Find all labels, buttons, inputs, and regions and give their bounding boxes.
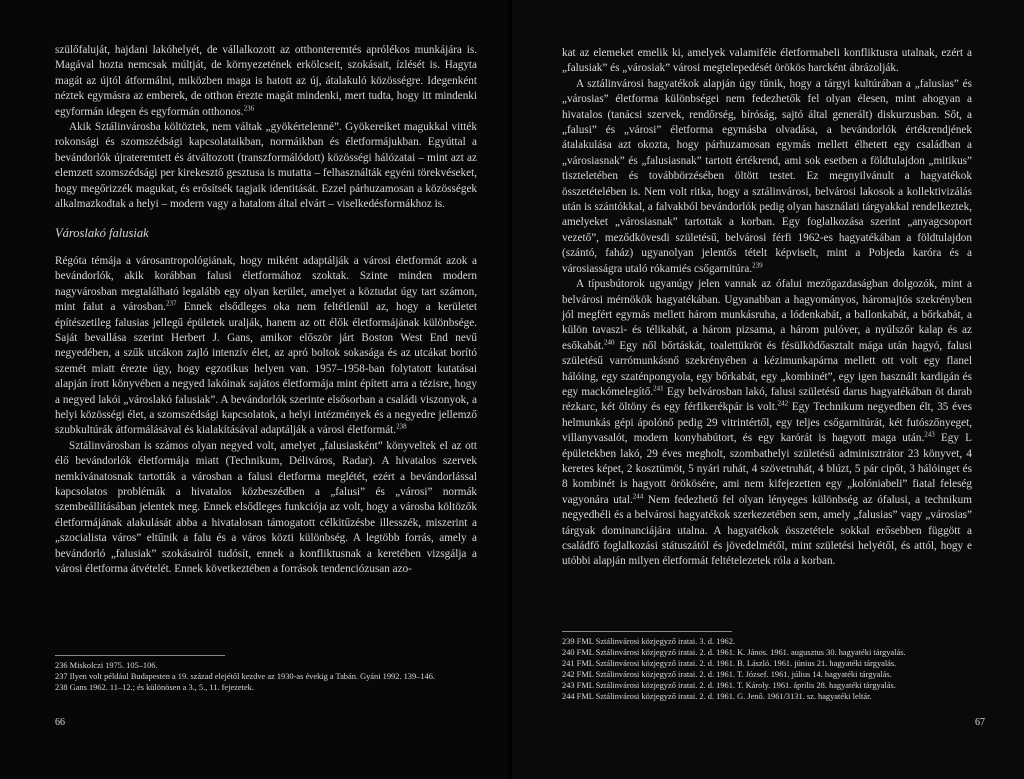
section-title: Városlakó falusiak [55, 226, 149, 241]
paragraph: Akik Sztálinvárosba költöztek, nem váltak „gyökértelenné”. Gyökereiket magukkal vitték rokonsági és szomszédsági kapcsolataikban, normáikban és életformájukban. Egyúttal a bevándorlók újrateremtett és átváltozott (transzformálódott) közösségi hálózatai – mint azt az elemzett szomszédsági per kirekesztő gesztusa is mutatta – felhasználták egyéni törekvéseket, hogy megőrizzék magukat, és erősítsék tagjaik identitását. Ezzel párhuzamosan a közösségek alkalmazkodtak a helyi – modern vagy a hatalom által elvárt – viselkedésformákhoz is. [55, 121, 477, 211]
footnote-ref[interactable]: 237 [165, 299, 177, 308]
footnote: 241 FML Sztálinvárosi közjegyző iratai. 2. d. 1961. B. László. 1961. június 21. hagyatéki tárgyalás. [562, 659, 897, 668]
paragraph: kat az elemeket emelik ki, amelyek valamiféle életformabeli konfliktusra utalnak, ezért a „falusiak” és „városiak” városi megtelepedését örökös harcként ábrázolják. [562, 47, 972, 75]
footnote: 237 Ilyen volt például Budapesten a 19. század elejétől kezdve az 1930-as évekig a Tabán. Gyáni 1992. 139–146. [55, 672, 435, 681]
right-body-text [562, 46, 972, 570]
footnote: 240 FML Sztálinvárosi közjegyző iratai. 2. d. 1961. K. János. 1961. augusztus 30. hagyatéki tárgyalás. [562, 648, 906, 657]
footnote: 244 FML Sztálinvárosi közjegyző iratai. 2. d. 1961. G. Jenő. 1961/3131. sz. hagyatéki leltár. [562, 692, 872, 701]
right-footnotes [562, 631, 972, 702]
footnote-ref[interactable]: 240 [603, 337, 615, 346]
footnote: 239 FML Sztálinvárosi közjegyző iratai. 3. d. 1962. [562, 637, 735, 646]
left-body-text [55, 43, 477, 577]
page-number: 67 [975, 717, 985, 728]
footnote: 242 FML Sztálinvárosi közjegyző iratai. 2. d. 1961. T. József. 1961. július 14. hagyatéki tárgyalás. [562, 670, 892, 679]
footnote-ref[interactable]: 241 [653, 384, 664, 393]
paragraph: Régóta témája a városantropológiának, hogy miként adaptálják a városi életformát azok a bevándorlók, akik korábban falusi életformához szoktak. Szinte minden modern nagyvárosban megtalálható legalább egy olyan kerület, amelyet a köztudat úgy tart számon, mint falut a városban.$^{237}$ Ennek elsődleges oka nem feltétlenül az, hogy a kerületet építészetileg falusias jellegű épületek uralják, hanem az ott élők életformájának különbsége. Saját bevallása szerint Herbert J. Gans, amikor először járt Boston West End nevű negyedében, a szűk utcákon zajló intenzív élet, az apró boltok sokasága és az utcákat borító szemét miatt érezte úgy, hogy egzotikus helyen van. 1957–1958-ban folytatott kutatásai alapján írott könyvében a negyed lakóinak sajátos életformája mint épített arra a tézisre, hogy a negyed lakói „városlakó falusiak”. A bevándorlók szerinte elsősorban a családi viszonyok, a helyi közösségi élet, a szomszédsági kapcsolatok, a helyi intézmények és a negyedre jellemző szubkultúrák átformálásával és kialakításával adaptálják a városi életformát.$^{238}$ [55, 254, 477, 437]
footnote: 243 FML Sztálinvárosi közjegyző iratai. 2. d. 1961. T. Károly. 1961. április 28. hagyatéki tárgyalás. [562, 681, 896, 690]
paragraph: Sztálinvárosban is számos olyan negyed volt, amelyet „falusiasként” könyveltek el az ott élő bevándorlók életformája miatt (Technikum, Déliváros, Radar). A hivatalos szervek nemkívánatosnak tartották a városban a falusi életforma meglétét, ezért a bevándorlással kapcsolatos problémák a hivatalos közbeszédben a „falusi” és „városi” normák szembeállításában jelentek meg. Ennek elsődleges funkciója az volt, hogy a városba költözők életformájának alakulását abba a hivatalosan támogatott célkitűzésbe illesszék, miszerint a „szocialista város” eltűnik a falu és a város közti különbség. A legtöbb forrás, amely a bevándorló „falusiak” szokásairól tudósít, ennek a konfliktusnak a keretében vizsgálja a városi életforma átvételét. Ennek következtében a források tendenciózusan azo- [55, 439, 477, 575]
footnote-ref[interactable]: 239 [752, 260, 763, 269]
footnote-ref[interactable]: 242 [777, 399, 789, 408]
paragraph: A típusbútorok ugyanúgy jelen vannak az ófalui mezőgazdaságban dolgozók, mint a belvárosi mérnökök hagyatékában. Ugyanabban a hagyományos, háromajtós szekrényben jól megfért egymás mellett három munkásruha, a lódenkabát, a ballonkabát, a bőrkabát, a külön tavaszi- és télikabát, a három pizsama, a három pulóver, a nyúlszőr kalap és az esőkabát.$^{240}$ Egy nől bőrtáskát, toalettükröt és fésülködőasztalt mága után hagyó, falusi születésű varrómunkásnő szekrényében a kézimunkapárna mellett ott volt egy flanel hálóing, egy szaténpongyola, egy bőrkabát, egy „kombinét”, egy igen használt kardigán és egy mackómelegítő.$^{241}$ Egy belvárosban lakó, falusi születésű darus hagyatékában öt darab rézkarc, két öltöny és egy férfikerékpár is volt.$^{242}$ Egy Technikum negyedben élt, 35 éves helmunkás gépi ápolónő pedig 29 vitrintértől, egy teljes csőgarnitúrát, két futószőnyeget, villanyvasalót, modern konyhabútort, és egy karórát is hagyott maga után.$^{243}$ Egy L épületekben lakó, 29 éves megholt, szombathelyi születésű adminisztrátor 23 könyvet, 4 keretes képet, 2 kosztümöt, 5 nyári ruhát, 4 szövetruhát, 4 blúzt, 5 pár cipőt, 3 hálóinget és 8 kombinét is hagyott örökösére, ami nem kifejezetten egy „kolóniabeli” fiatal feleség vagyonára utal.$^{244}$ Nem fedezhető fel olyan lényeges különbség az ófalusi, a technikum negyedbéli és a belvárosi hagyatékok szerkezetében sem, amely „falusias” vagy „városias” tárgyak dominanciájára utalna. A hagyatékok összetétele sokkal erősebben függött a családfő foglalkozási státuszától és jövedelmétől, mint születési helyétől, és attól, hogy e utóbbi alapján milyen életformát feltételezetek róla a korban. [562, 278, 973, 568]
footnote-ref[interactable]: 243 [924, 430, 935, 439]
footnote-ref[interactable]: 236 [243, 103, 255, 112]
footnote-ref[interactable]: 244 [632, 492, 644, 501]
footnote-divider [55, 655, 225, 656]
paragraph: szülőfaluját, hajdani lakóhelyét, de vállalkozott az otthonteremtés aprólékos munkájára is. Magával hozta nemcsak múltját, de környezetének erkölcseit, szokásait, ízlését is. Hagyta magát az újtól átformálni, miközben maga is hatott az új, átalakuló közösségre. Idegenként néztek egymásra az emberek, de otthon érezte magát mindenki, mert tudta, hogy itt mindenki egyformán idegen és egyformán otthonos.$^{236}$ [55, 44, 477, 118]
footnote-ref[interactable]: 238 [396, 422, 407, 431]
footnote-divider [562, 631, 732, 632]
footnote: 238 Gans 1962. 11–12.; és különösen a 3., 5., 11. fejezetek. [55, 683, 254, 692]
paragraph: A sztálinvárosi hagyatékok alapján úgy tűnik, hogy a tárgyi kultúrában a „falusias” és „városias” életforma különbségei nem fedezhetők fel olyan élesen, mint ahogyan a hivatalos (tanácsi szervek, rendőrség, bíróság, sajtó által generált) diskurzusban. Sőt, a „falusi” és „városi” életforma egymásba olvadása, a bevándorlók értékrendjének átalakulása azt okozta, hogy párhuzamosan egymás mellett élhetett egy családban a „városiasnak” és „falusiasnak” tartott értékrend, ami sok esetben a földtulajdon „mitikus” tiszteletében és továbbörzésében öltött testet. Ez megnyilvánult a hagyatékok összetételében is. Nem volt ritka, hogy a sztálinvárosi, belvárosi lakosok a kollektivizálás után is szántókkal, a falvakból bevándorlók pedig olyan használati tárgyakkal rendelkeztek, amelyeket „városiasnak” tartottak a korban. Egy foglalkozása szerint „anyagcsoport vezető”, meződkövesdi születésű, belvárosi férfi 1962-es hagyatékában a földtulajdon (szántó, faház) ugyanolyan jelentős tételt képviselt, mint a Pobjeda karóra és a városiasságra utaló rókamiés csőgarnitúra.$^{239}$ [562, 77, 972, 275]
page-number: 66 [55, 717, 65, 728]
footnote: 236 Miskolczi 1975. 105–106. [55, 661, 158, 670]
left-footnotes [55, 655, 475, 693]
right-page [512, 0, 1024, 779]
